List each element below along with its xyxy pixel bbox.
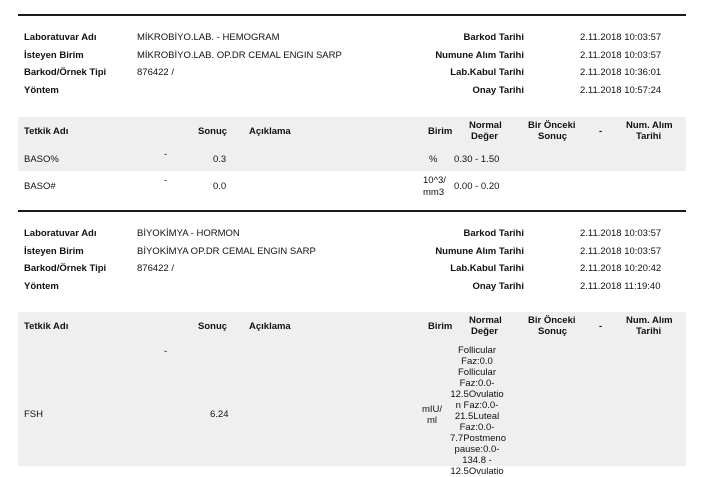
col-previous-1: Bir Önceki <box>528 120 576 131</box>
normal-range-line: Faz:0.0- <box>459 378 495 389</box>
method-label: Yöntem <box>24 280 59 292</box>
sample-date-label: Numune Alım Tarihi <box>435 245 524 257</box>
approval-date-value: 2.11.2018 10:57:24 <box>580 84 662 96</box>
approval-date-value: 2.11.2018 11:19:40 <box>580 280 661 292</box>
col-previous-2: Sonuç <box>538 131 568 142</box>
results-table-header <box>18 117 686 147</box>
unit-value-line-2: mm3 <box>423 187 445 198</box>
col-unit: Birim <box>428 321 453 332</box>
col-comment: Açıklama <box>249 321 291 332</box>
normal-range-line: 7.7Postmeno <box>450 433 506 444</box>
col-previous-2: Sonuç <box>538 326 568 337</box>
lab-accept-date-value: 2.11.2018 10:20:42 <box>580 263 662 274</box>
requesting-unit-label: İsteyen Birim <box>24 49 84 61</box>
results-table-header <box>18 312 686 342</box>
normal-range-line: 12.5Ovulatio <box>450 466 504 477</box>
sample-date-label: Numune Alım Tarihi <box>435 49 524 61</box>
barcode-date-label: Barkod Tarihi <box>463 228 524 239</box>
col-sample-date-2: Tarihi <box>636 326 662 337</box>
table-row <box>18 342 686 477</box>
col-result: Sonuç <box>198 126 228 137</box>
lab-info-block <box>24 228 684 298</box>
col-sample-date-2: Tarihi <box>636 131 662 142</box>
normal-range-line: Follicular <box>457 367 496 378</box>
test-name: FSH <box>24 409 43 420</box>
result-flag: - <box>164 346 168 357</box>
col-unit: Birim <box>428 126 453 137</box>
col-sample-date-1: Num. Alım <box>626 315 673 326</box>
normal-range: 0.00 - 0.20 <box>454 181 500 192</box>
section-divider <box>18 14 686 16</box>
normal-range-line: Follicular <box>457 345 496 356</box>
result-value: 0.0 <box>213 181 227 192</box>
unit-value: 10^3/ <box>423 175 446 186</box>
result-flag: - <box>164 175 168 186</box>
col-test-name: Tetkik Adı <box>24 126 69 137</box>
barcode-sample-type-label: Barkod/Örnek Tipi <box>24 67 107 78</box>
col-dash: - <box>599 126 603 137</box>
requesting-unit-label: İsteyen Birim <box>24 245 84 257</box>
barcode-sample-type-value: 876422 / <box>137 263 174 274</box>
result-flag: - <box>164 149 168 160</box>
col-comment: Açıklama <box>249 126 291 137</box>
col-normal-1: Normal <box>469 315 502 326</box>
result-value: 6.24 <box>210 409 229 420</box>
col-normal-2: Değer <box>471 131 498 142</box>
col-result: Sonuç <box>198 321 228 332</box>
lab-name-value: MİKROBİYO.LAB. - HEMOGRAM <box>137 32 280 43</box>
col-sample-date-1: Num. Alım <box>626 120 673 131</box>
requesting-unit-value: BİYOKİMYA OP.DR CEMAL ENGIN SARP <box>137 245 316 257</box>
col-test-name: Tetkik Adı <box>24 321 69 332</box>
col-normal-1: Normal <box>469 120 502 131</box>
approval-date-label: Onay Tarihi <box>472 280 524 292</box>
barcode-sample-type-value: 876422 / <box>137 67 174 78</box>
col-dash: - <box>599 321 603 332</box>
lab-name-value: BİYOKİMYA - HORMON <box>137 228 240 239</box>
unit-value: mIU/ <box>422 404 443 415</box>
normal-range-line: pause:0.0- <box>454 444 500 455</box>
requesting-unit-value: MİKROBİYO.LAB. OP.DR CEMAL ENGIN SARP <box>137 49 342 61</box>
normal-range-line: 21.5Luteal <box>454 411 500 422</box>
normal-range <box>450 345 504 477</box>
test-name: BASO% <box>24 154 59 165</box>
lab-accept-date-label: Lab.Kabul Tarihi <box>450 263 524 274</box>
normal-range-line: Faz:0.0- <box>459 422 495 433</box>
barcode-date-label: Barkod Tarihi <box>463 32 524 43</box>
lab-name-label: Laboratuvar Adı <box>24 32 97 43</box>
barcode-date-value: 2.11.2018 10:03:57 <box>580 32 662 43</box>
normal-range: 0.30 - 1.50 <box>454 154 500 165</box>
method-label: Yöntem <box>24 84 59 96</box>
normal-range-line: 134.8 - <box>462 455 492 466</box>
barcode-date-value: 2.11.2018 10:03:57 <box>580 228 662 239</box>
section-divider <box>18 210 686 212</box>
table-row <box>18 147 686 171</box>
unit-value-line-2: ml <box>427 415 438 426</box>
sample-date-value: 2.11.2018 10:03:57 <box>580 49 662 61</box>
barcode-sample-type-label: Barkod/Örnek Tipi <box>24 263 107 274</box>
normal-range-line: Faz:0.0 <box>461 356 493 367</box>
lab-info-block <box>24 32 684 102</box>
lab-accept-date-value: 2.11.2018 10:36:01 <box>580 67 662 78</box>
normal-range-line: n Faz:0.0- <box>455 400 499 411</box>
table-row <box>18 171 686 201</box>
test-name: BASO# <box>24 181 56 192</box>
lab-accept-date-label: Lab.Kabul Tarihi <box>450 67 524 78</box>
normal-range-line: 12.5Ovulatio <box>450 389 504 400</box>
unit-value: % <box>429 154 438 165</box>
col-previous-1: Bir Önceki <box>528 315 576 326</box>
col-normal-2: Değer <box>471 326 498 337</box>
result-value: 0.3 <box>213 154 227 165</box>
sample-date-value: 2.11.2018 10:03:57 <box>580 245 662 257</box>
approval-date-label: Onay Tarihi <box>472 84 524 96</box>
lab-name-label: Laboratuvar Adı <box>24 228 97 239</box>
